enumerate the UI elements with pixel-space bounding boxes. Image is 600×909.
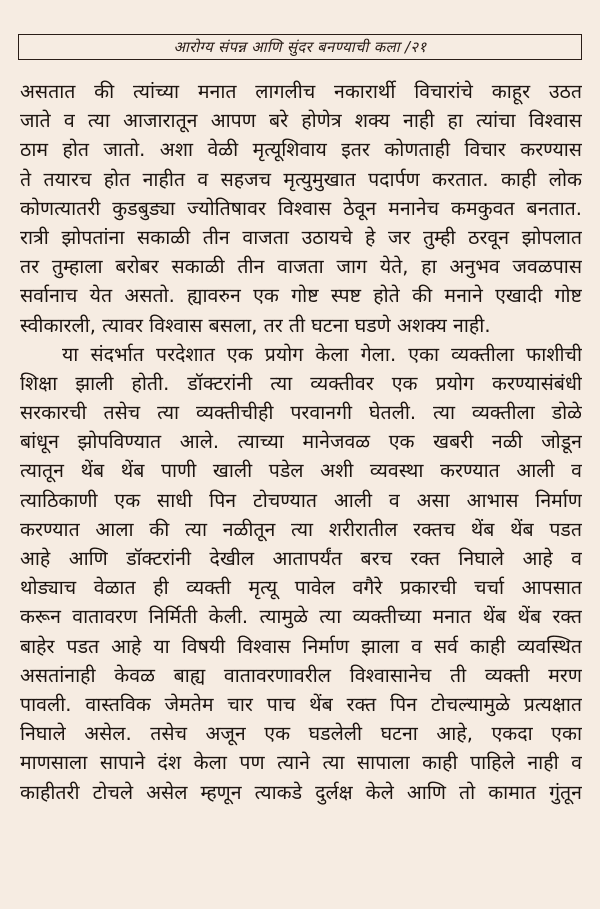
text-line: जाते व त्या आजारातून आपण बरे होणेत्र शक्य नाही हा त्यांचा विश्वास <box>20 109 582 133</box>
text-line: बाहेर पडत आहे या विषयी विश्वास निर्माण झाला व सर्व काही व्यवस्थित <box>20 634 582 658</box>
running-header-title: आरोग्य संपन्न आणि सुंदर बनण्याची कला /२१ <box>173 38 427 56</box>
text-line: ठाम होत जातो. अशा वेळी मृत्यूशिवाय इतर कोणताही विचार करण्यास <box>20 138 582 162</box>
text-line: रात्री झोपतांना सकाळी तीन वाजता उठायचे हे जर तुम्ही ठरवून झोपलात <box>20 225 582 249</box>
text-line: काहीतरी टोचले असेल म्हणून त्याकडे दुर्लक्ष केले आणि तो कामात गुंतून <box>20 780 582 804</box>
text-line: त्यातून थेंब थेंब पाणी खाली पडेल अशी व्यवस्था करण्यात आली व <box>20 459 582 483</box>
text-line: त्याठिकाणी एक साधी पिन टोचण्यात आली व असा आभास निर्माण <box>20 488 582 512</box>
text-line: असतांनाही केवळ बाह्य वातावरणावरील विश्वासानेच ती व्यक्ती मरण <box>20 663 582 687</box>
text-line: थोड्याच वेळात ही व्यक्ती मृत्यू पावेल वगैरे प्रकारची चर्चा आपसात <box>20 576 582 600</box>
text-line: करून वातावरण निर्मिती केली. त्यामुळे त्या व्यक्तीच्या मनात थेंब थेंब रक्त <box>20 605 582 629</box>
text-line: असतात की त्यांच्या मनात लागलीच नकारार्थी विचारांचे काहूर उठत <box>20 80 582 103</box>
text-line: तर तुम्हाला बरोबर सकाळी तीन वाजता जाग येते, हा अनुभव जवळपास <box>20 255 582 279</box>
running-header <box>18 34 582 60</box>
text-line: बांधून झोपविण्यात आले. त्याच्या मानेजवळ एक खबरी नळी जोडून <box>20 430 582 454</box>
body-text <box>20 77 582 807</box>
text-line: पावली. वास्तविक जेमतेम चार पाच थेंब रक्त पिन टोचल्यामुळे प्रत्यक्षात <box>20 692 582 716</box>
text-line: सर्वानाच येत असतो. ह्यावरुन एक गोष्ट स्पष्ट होते की मनाने एखादी गोष्ट <box>20 284 582 308</box>
text-line: माणसाला सापाने दंश केला पण त्याने त्या सापाला काही पाहिले नाही व <box>20 751 582 775</box>
text-line: आहे आणि डॉक्टरांनी देखील आतापर्यंत बरच रक्त निघाले आहे व <box>20 547 582 570</box>
text-line: या संदर्भात परदेशात एक प्रयोग केला गेला. एका व्यक्तीला फाशीची <box>62 342 582 366</box>
text-line: निघाले असेल. तसेच अजून एक घडलेली घटना आहे, एकदा एका <box>20 722 582 746</box>
text-line: कोणत्यातरी कुडबुड्या ज्योतिषावर विश्वास ठेवून मनानेच कमकुवत बनतात. <box>20 196 582 220</box>
text-line: शिक्षा झाली होती. डॉक्टरांनी त्या व्यक्तीवर एक प्रयोग करण्यासंबंधी <box>20 371 582 395</box>
text-line: करण्यात आला की त्या नळीतून त्या शरीरातील रक्तच थेंब थेंब पडत <box>20 517 582 541</box>
text-line: ते तयारच होत नाहीत व सहजच मृत्युमुखात पदार्पण करतात. काही लोक <box>20 167 582 191</box>
text-line: सरकारची तसेच त्या व्यक्तीचीही परवानगी घेतली. त्या व्यक्तीला डोळे <box>20 401 582 425</box>
text-line: स्वीकारली, त्यावर विश्वास बसला, तर ती घटना घडणे अशक्य नाही. <box>20 313 491 337</box>
